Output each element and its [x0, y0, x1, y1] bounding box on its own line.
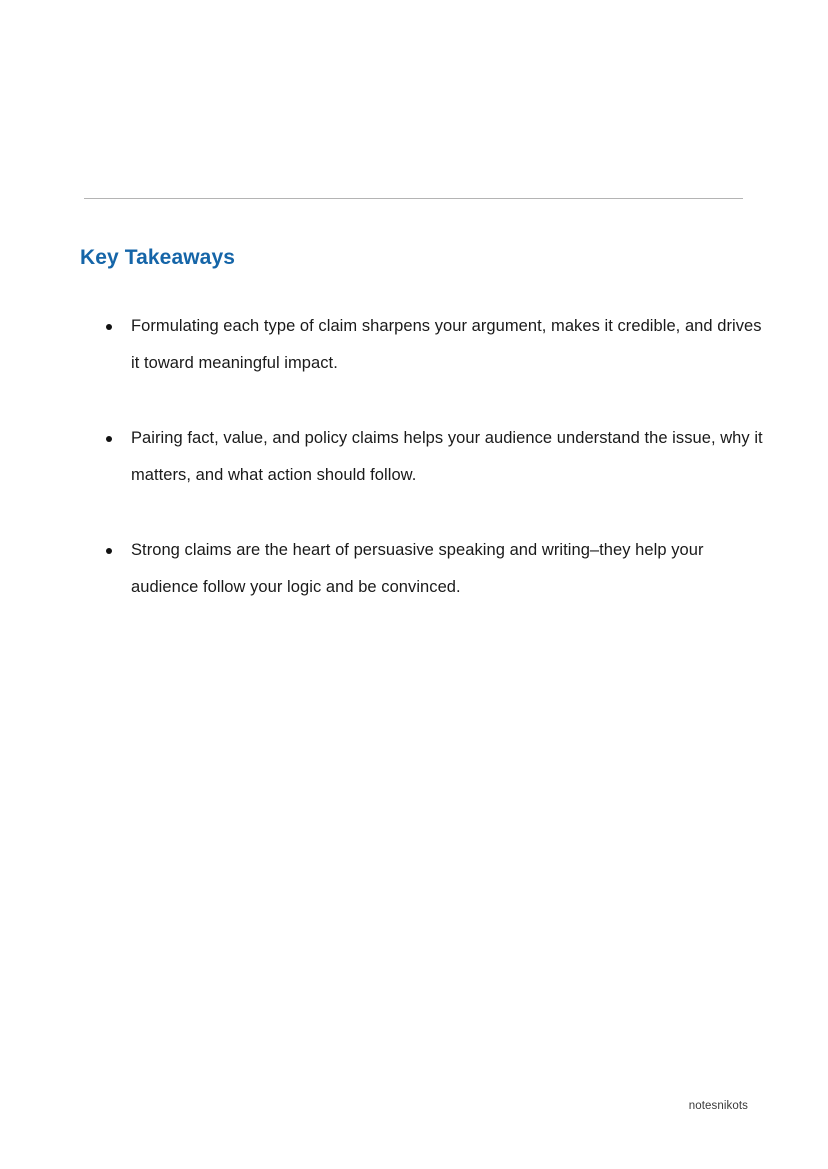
- list-item-text: Pairing fact, value, and policy claims helps your audience understand the issue, why it matters, and what action should follow.: [131, 429, 763, 484]
- footer-brand-label: notesnikots: [688, 1100, 748, 1112]
- list-item: [104, 420, 764, 494]
- list-item-text: Strong claims are the heart of persuasive speaking and writing–they help your audience follow your logic and be convinced.: [131, 541, 704, 596]
- list-item-text: Formulating each type of claim sharpens your argument, makes it credible, and drives it toward meaningful impact.: [131, 317, 762, 372]
- key-takeaways-list: [104, 308, 764, 606]
- list-item: [104, 308, 764, 382]
- list-item: [104, 532, 764, 606]
- section-divider-rule: [84, 198, 743, 199]
- bullet-dot-icon: [106, 436, 112, 442]
- bullet-dot-icon: [106, 324, 112, 330]
- bullet-dot-icon: [106, 548, 112, 554]
- page-title: Key Takeaways: [80, 246, 236, 269]
